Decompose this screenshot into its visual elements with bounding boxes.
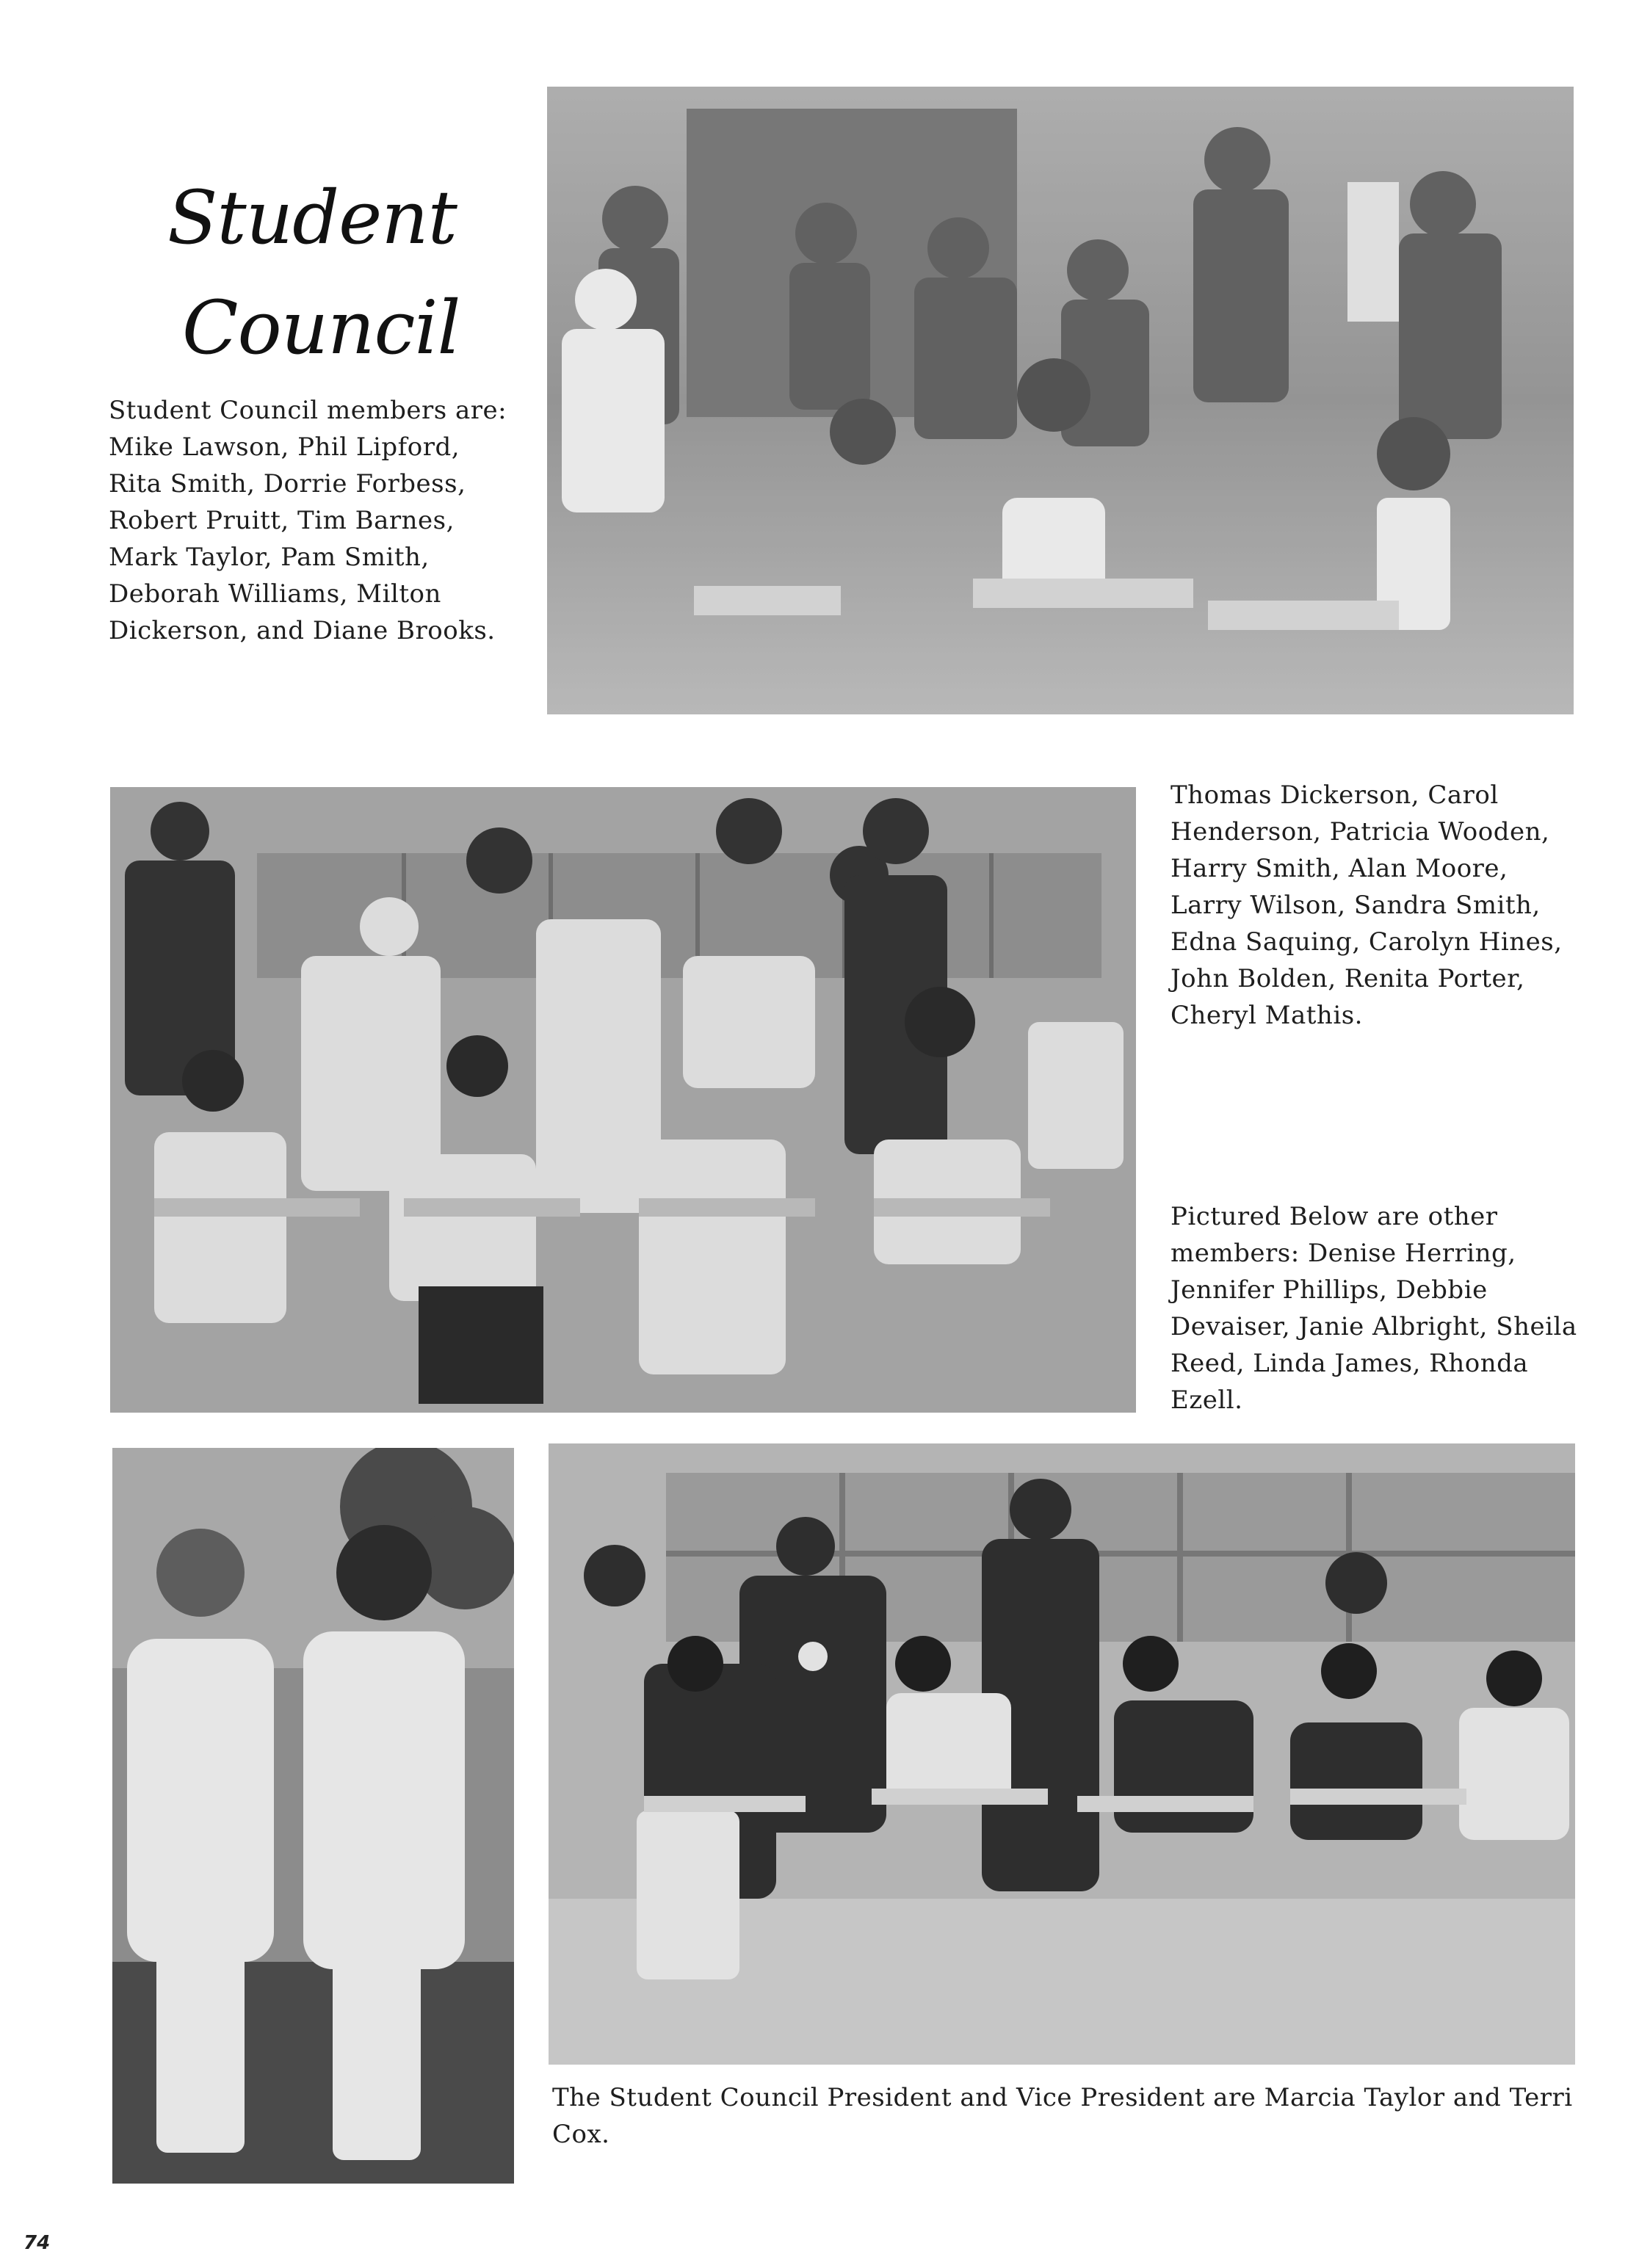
page-number: 74: [23, 2232, 51, 2254]
caption-other-members: Pictured Below are other members: Denise Herring, Jennifer Phillips, Debbie Devaiser, Janie Albright, Sheila Reed, Linda James, Rhonda Ezell.: [1171, 1202, 1577, 1415]
caption-second-group: Thomas Dickerson, Carol Henderson, Patricia Wooden, Harry Smith, Alan Moore, Larry Wilson, Sandra Smith, Edna Saquing, Carolyn Hines, John Bolden, Renita Porter, Cheryl Mathis.: [1171, 780, 1563, 1030]
group-photo-1-image: [547, 87, 1574, 714]
group-photo-2-image: [110, 787, 1136, 1413]
title-line-student: Student: [167, 175, 457, 261]
group-photo-3-image: [549, 1443, 1575, 2065]
title-line-council: Council: [182, 285, 460, 371]
page-title: [167, 163, 476, 383]
group-photo-3: [549, 1443, 1575, 2065]
caption-council-members: Student Council members are: Mike Lawson, Phil Lipford, Rita Smith, Dorrie Forbess, Robert Pruitt, Tim Barnes, Mark Taylor, Pam Smith, Deborah Williams, Milton Dickerson, and Diane Brooks.: [109, 396, 507, 645]
group-photo-2: [110, 787, 1136, 1413]
officers-photo-image: [112, 1448, 514, 2184]
caption-officers: The Student Council President and Vice President are Marcia Taylor and Terri Cox.: [552, 2083, 1573, 2149]
officers-photo: [112, 1448, 514, 2184]
group-photo-1: [547, 87, 1574, 714]
